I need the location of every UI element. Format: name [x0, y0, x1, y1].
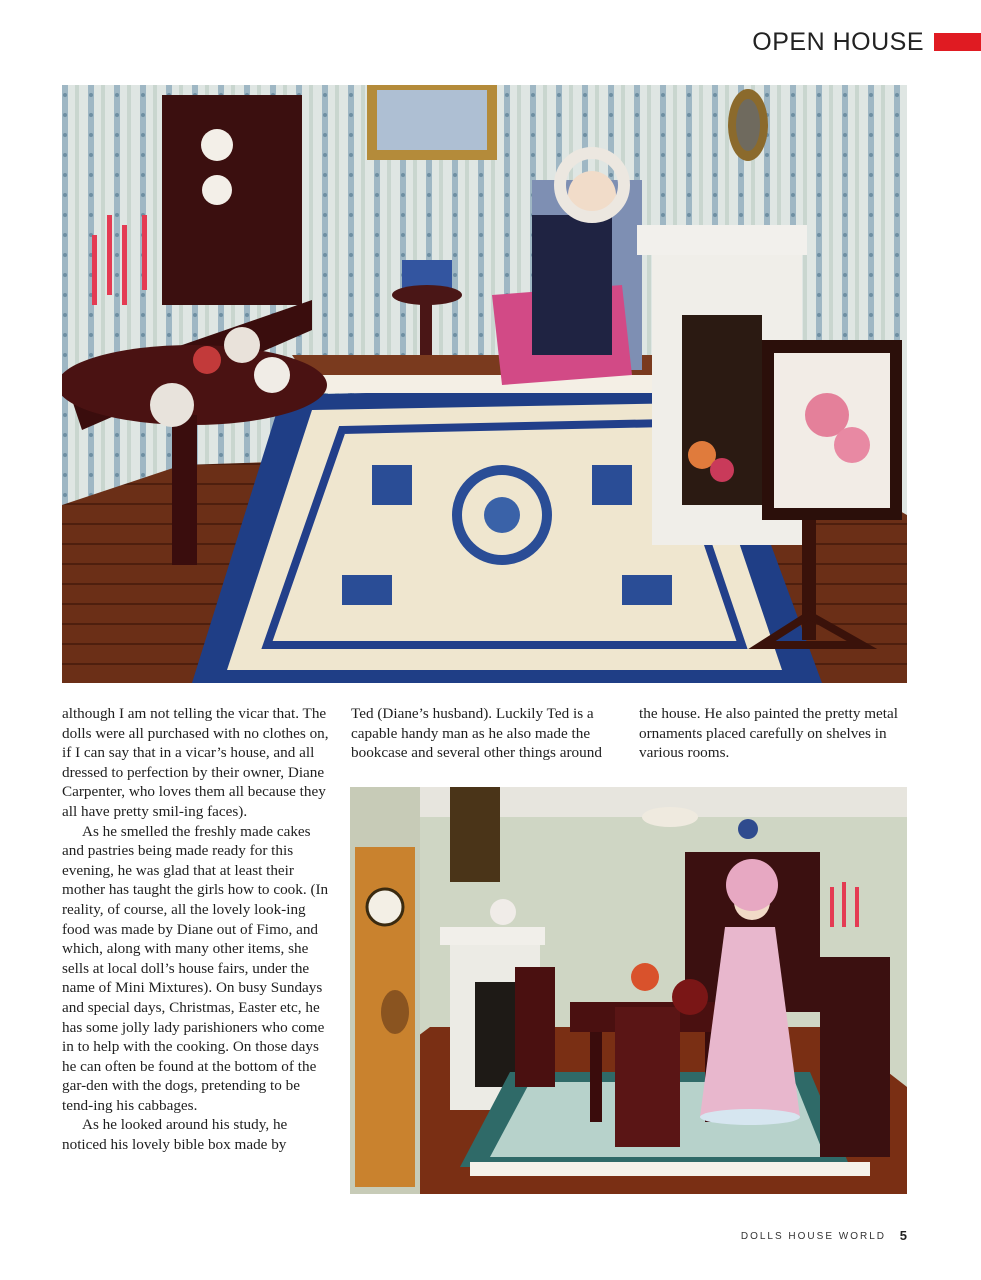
article-column-2: [351, 704, 621, 763]
article-column-1: [62, 704, 330, 1155]
section-title: OPEN HOUSE: [752, 28, 924, 56]
paragraph: Ted (Diane’s husband). Luckily Ted is a capable handy man as he also made the bookcase and several other things around: [351, 705, 602, 762]
dolls-house-study-photo: [62, 85, 907, 683]
page-number: 5: [899, 1228, 907, 1243]
paragraph: As he smelled the freshly made cakes and pastries being made ready for this evening, he was glad that at least their mother has taught the girls how to cook. (In reality, of course, all the lovely look-ing food was made by Diane out of Fimo, and which, along with many other items, she sells at local doll’s house fairs, under the name of Mini Mixtures). On busy Sundays and special days, Christmas, Easter etc, he has some jolly lady parishioners who come in to help with the cooking. On those days he can often be found at the bottom of the gar-den with the dogs, pretending to be tend-ing his cabbages.: [62, 822, 329, 1114]
section-accent-bar: [934, 33, 981, 51]
publication-name: DOLLS HOUSE WORLD: [740, 1231, 886, 1242]
paragraph: As he looked around his study, he noticed his lovely bible box made by: [62, 1116, 288, 1154]
dolls-house-dining-room-photo: [350, 787, 907, 1194]
paragraph: the house. He also painted the pretty metal ornaments placed carefully on shelves in various rooms.: [639, 705, 898, 762]
paragraph: although I am not telling the vicar that. The dolls were all purchased with no clothes on, if I can say that in a vicar’s house, and all dressed to perfection by their owner, Diane Carpenter, who loves them all because they all have pretty smil-ing faces).: [62, 705, 329, 820]
article-column-3: [639, 704, 907, 763]
